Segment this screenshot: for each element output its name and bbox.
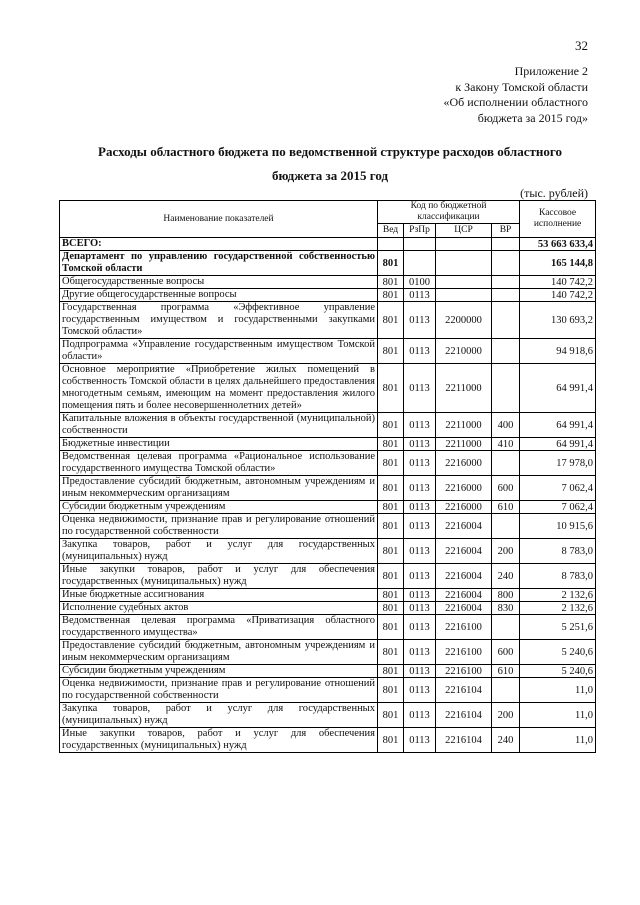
cell-name: Иные закупки товаров, работ и услуг для обеспечения государственных (муниципальных) нужд [60,728,378,753]
title-line-2: бюджета за 2015 год [271,168,389,183]
budget-table [59,200,596,753]
table-row [60,602,596,615]
header-name: Наименование показателей [60,201,378,238]
cell-rzpr: 0113 [404,703,436,728]
cell-name: Основное мероприятие «Приобретение жилых помещений в собственность Томской области в целях дальнейшего предоставления многодетным семьям, имеющим на момент предоставления жилого помещения пять и более несовершеннолетних детей» [60,364,378,413]
cell-name: Ведомственная целевая программа «Рациональное использование государственного имущества Томской области» [60,451,378,476]
cell-rzpr: 0113 [404,514,436,539]
cell-ved: 801 [378,302,404,339]
table-row [60,678,596,703]
cell-rzpr: 0113 [404,589,436,602]
table-row [60,302,596,339]
cell-rzpr: 0113 [404,665,436,678]
cell-rzpr: 0113 [404,564,436,589]
cell-csr: 2216104 [436,703,492,728]
cell-rzpr: 0113 [404,728,436,753]
cell-name: Закупка товаров, работ и услуг для государственных (муниципальных) нужд [60,539,378,564]
cell-vr: 200 [492,539,520,564]
cell-rzpr: 0113 [404,289,436,302]
cell-ved: 801 [378,451,404,476]
table-row [60,728,596,753]
cell-rzpr [404,238,436,251]
cell-rzpr: 0113 [404,615,436,640]
cell-name: Общегосударственные вопросы [60,276,378,289]
cell-amount: 11,0 [520,703,596,728]
table-row [60,501,596,514]
cell-name: Департамент по управлению государственной собственностью Томской области [60,251,378,276]
cell-amount: 64 991,4 [520,438,596,451]
cell-vr: 240 [492,564,520,589]
table-row [60,640,596,665]
cell-name: Капитальные вложения в объекты государственной (муниципальной) собственности [60,413,378,438]
appendix-line: Приложение 2 [514,64,588,78]
table-row [60,564,596,589]
cell-rzpr: 0100 [404,276,436,289]
cell-csr [436,238,492,251]
cell-amount: 8 783,0 [520,539,596,564]
cell-vr: 610 [492,665,520,678]
cell-vr [492,238,520,251]
cell-csr: 2211000 [436,413,492,438]
cell-amount: 7 062,4 [520,501,596,514]
cell-ved: 801 [378,589,404,602]
appendix-note [388,64,588,126]
cell-rzpr: 0113 [404,539,436,564]
cell-csr [436,251,492,276]
cell-rzpr: 0113 [404,501,436,514]
cell-rzpr: 0113 [404,438,436,451]
table-row [60,339,596,364]
cell-name: Бюджетные инвестиции [60,438,378,451]
document-title [60,140,600,188]
cell-name: Закупка товаров, работ и услуг для государственных (муниципальных) нужд [60,703,378,728]
cell-vr [492,678,520,703]
cell-amount: 5 240,6 [520,665,596,678]
cell-name: Исполнение судебных актов [60,602,378,615]
cell-csr: 2211000 [436,364,492,413]
cell-csr [436,276,492,289]
cell-name: Оценка недвижимости, признание прав и регулирование отношений по государственной собственности [60,514,378,539]
cell-ved: 801 [378,728,404,753]
cell-rzpr: 0113 [404,413,436,438]
cell-ved: 801 [378,276,404,289]
cell-vr [492,339,520,364]
cell-amount: 165 144,8 [520,251,596,276]
cell-name: ВСЕГО: [60,238,378,251]
cell-csr: 2216004 [436,539,492,564]
cell-csr: 2216100 [436,615,492,640]
header-ved: Вед [378,224,404,238]
cell-name: Другие общегосударственные вопросы [60,289,378,302]
table-body [60,238,596,753]
cell-csr: 2216004 [436,514,492,539]
cell-amount: 7 062,4 [520,476,596,501]
cell-csr: 2216000 [436,476,492,501]
cell-vr: 200 [492,703,520,728]
appendix-line: бюджета за 2015 год» [477,110,588,125]
cell-amount: 10 915,6 [520,514,596,539]
table-row [60,589,596,602]
table-row [60,703,596,728]
cell-ved: 801 [378,539,404,564]
cell-ved: 801 [378,665,404,678]
cell-name: Ведомственная целевая программа «Приватизация областного государственного имущества» [60,615,378,640]
table-row [60,539,596,564]
header-rzpr: РзПр [404,224,436,238]
appendix-line: «Об исполнении областного [443,95,588,110]
cell-amount: 53 663 633,4 [520,238,596,251]
cell-ved: 801 [378,564,404,589]
cell-vr [492,276,520,289]
cell-rzpr: 0113 [404,678,436,703]
cell-name: Субсидии бюджетным учреждениям [60,665,378,678]
cell-csr: 2216004 [436,564,492,589]
cell-csr: 2216000 [436,501,492,514]
cell-name: Иные бюджетные ассигнования [60,589,378,602]
cell-csr: 2216004 [436,589,492,602]
cell-rzpr: 0113 [404,602,436,615]
cell-rzpr [404,251,436,276]
header-vr: ВР [492,224,520,238]
cell-csr: 2216004 [436,602,492,615]
header-csr: ЦСР [436,224,492,238]
cell-csr [436,289,492,302]
cell-ved: 801 [378,364,404,413]
cell-vr [492,514,520,539]
cell-vr [492,364,520,413]
table-row [60,276,596,289]
table-row [60,665,596,678]
cell-ved: 801 [378,476,404,501]
cell-rzpr: 0113 [404,451,436,476]
cell-rzpr: 0113 [404,364,436,413]
header-code-group: Код по бюджетной классификации [378,201,520,224]
table-row [60,251,596,276]
cell-csr: 2210000 [436,339,492,364]
cell-amount: 94 918,6 [520,339,596,364]
cell-ved: 801 [378,339,404,364]
cell-vr [492,615,520,640]
cell-rzpr: 0113 [404,640,436,665]
cell-ved: 801 [378,640,404,665]
cell-csr: 2216104 [436,728,492,753]
cell-ved: 801 [378,678,404,703]
table-row [60,289,596,302]
cell-amount: 2 132,6 [520,602,596,615]
cell-amount: 5 240,6 [520,640,596,665]
cell-name: Оценка недвижимости, признание прав и регулирование отношений по государственной собственности [60,678,378,703]
cell-ved: 801 [378,602,404,615]
cell-name: Государственная программа «Эффективное управление государственным имуществом и государственными закупками Томской области» [60,302,378,339]
cell-csr: 2200000 [436,302,492,339]
cell-amount: 2 132,6 [520,589,596,602]
appendix-line: к Закону Томской области [455,79,588,94]
units-note: (тыс. рублей) [520,186,588,200]
cell-vr: 240 [492,728,520,753]
cell-rzpr: 0113 [404,476,436,501]
cell-ved: 801 [378,514,404,539]
cell-vr [492,251,520,276]
cell-amount: 5 251,6 [520,615,596,640]
cell-amount: 140 742,2 [520,289,596,302]
cell-amount: 11,0 [520,728,596,753]
cell-amount: 130 693,2 [520,302,596,339]
cell-ved: 801 [378,413,404,438]
cell-vr: 600 [492,640,520,665]
cell-name: Иные закупки товаров, работ и услуг для обеспечения государственных (муниципальных) нужд [60,564,378,589]
cell-vr [492,302,520,339]
cell-ved: 801 [378,501,404,514]
cell-rzpr: 0113 [404,339,436,364]
cell-rzpr: 0113 [404,302,436,339]
cell-amount: 17 978,0 [520,451,596,476]
cell-vr [492,289,520,302]
cell-vr: 830 [492,602,520,615]
table-row [60,413,596,438]
cell-csr: 2216104 [436,678,492,703]
cell-vr: 600 [492,476,520,501]
cell-amount: 64 991,4 [520,364,596,413]
table-header [60,201,596,238]
table-row [60,438,596,451]
cell-amount: 8 783,0 [520,564,596,589]
table-row [60,514,596,539]
page-number: 32 [575,38,588,53]
cell-vr: 610 [492,501,520,514]
table-row [60,238,596,251]
cell-amount: 140 742,2 [520,276,596,289]
cell-vr: 800 [492,589,520,602]
table-row [60,476,596,501]
title-line-1: Расходы областного бюджета по ведомственной структуре расходов областного [98,144,562,159]
cell-csr: 2216100 [436,665,492,678]
cell-amount: 64 991,4 [520,413,596,438]
cell-ved: 801 [378,615,404,640]
cell-ved [378,238,404,251]
header-amount: Кассовое исполнение [520,201,596,238]
table-row [60,615,596,640]
cell-name: Предоставление субсидий бюджетным, автономным учреждениям и иным некоммерческим организациям [60,476,378,501]
cell-name: Субсидии бюджетным учреждениям [60,501,378,514]
cell-ved: 801 [378,438,404,451]
cell-csr: 2211000 [436,438,492,451]
cell-vr: 410 [492,438,520,451]
cell-amount: 11,0 [520,678,596,703]
cell-vr: 400 [492,413,520,438]
cell-ved: 801 [378,251,404,276]
cell-csr: 2216100 [436,640,492,665]
cell-ved: 801 [378,289,404,302]
cell-vr [492,451,520,476]
cell-name: Предоставление субсидий бюджетным, автономным учреждениям и иным некоммерческим организациям [60,640,378,665]
table-row [60,364,596,413]
cell-ved: 801 [378,703,404,728]
table-row [60,451,596,476]
cell-name: Подпрограмма «Управление государственным имуществом Томской области» [60,339,378,364]
cell-csr: 2216000 [436,451,492,476]
